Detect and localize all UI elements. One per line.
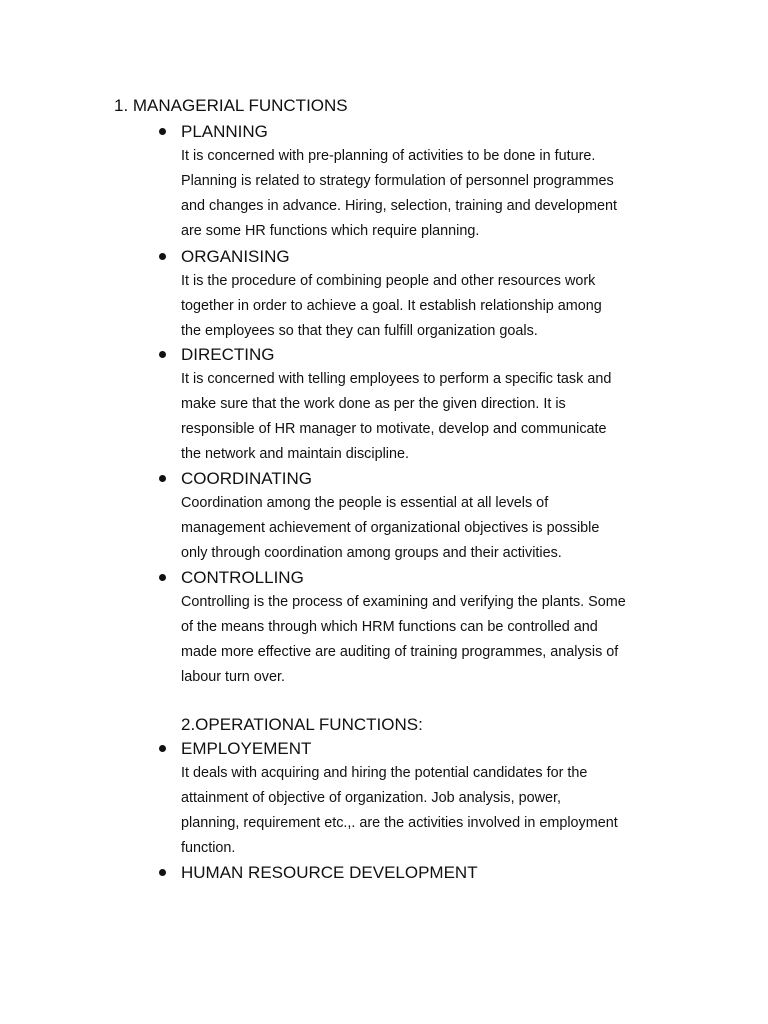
item-title: EMPLOYEMENT	[181, 739, 312, 758]
paragraph-line: are some HR functions which require planning.	[181, 223, 480, 239]
bullet-icon	[159, 869, 166, 876]
item-title: DIRECTING	[181, 345, 275, 364]
list-item-employement	[181, 737, 701, 861]
paragraph-line: and changes in advance. Hiring, selection, training and development	[181, 198, 617, 214]
bullet-icon	[159, 253, 166, 260]
paragraph-line: function.	[181, 840, 236, 856]
bullet-icon	[159, 745, 166, 752]
item-title: ORGANISING	[181, 247, 290, 266]
paragraph-line: Planning is related to strategy formulation of personnel programmes	[181, 173, 614, 189]
paragraph-line: Controlling is the process of examining and verifying the plants. Some	[181, 594, 626, 610]
paragraph-line: labour turn over.	[181, 669, 285, 685]
paragraph-line: together in order to achieve a goal. It establish relationship among	[181, 298, 602, 314]
section-heading-operational-functions: 2.OPERATIONAL FUNCTIONS:	[181, 715, 423, 734]
paragraph-line: of the means through which HRM functions can be controlled and	[181, 619, 598, 635]
item-title: CONTROLLING	[181, 568, 304, 587]
paragraph-line: attainment of objective of organization. Job analysis, power,	[181, 790, 561, 806]
list-item-coordinating	[181, 467, 701, 566]
item-title: COORDINATING	[181, 469, 312, 488]
paragraph-line: It is the procedure of combining people and other resources work	[181, 273, 596, 289]
paragraph-line: make sure that the work done as per the given direction. It is	[181, 396, 566, 412]
paragraph-line: made more effective are auditing of training programmes, analysis of	[181, 644, 619, 660]
bullet-icon	[159, 351, 166, 358]
bullet-icon	[159, 128, 166, 135]
item-title: PLANNING	[181, 122, 268, 141]
bullet-icon	[159, 574, 166, 581]
paragraph-line: management achievement of organizational objectives is possible	[181, 520, 600, 536]
paragraph-line: planning, requirement etc.,. are the activities involved in employment	[181, 815, 618, 831]
paragraph-line: responsible of HR manager to motivate, develop and communicate	[181, 421, 607, 437]
bullet-icon	[159, 475, 166, 482]
paragraph-line: It is concerned with pre-planning of activities to be done in future.	[181, 148, 596, 164]
list-item-planning	[181, 120, 701, 244]
paragraph-line: It is concerned with telling employees to perform a specific task and	[181, 371, 612, 387]
paragraph-line: Coordination among the people is essential at all levels of	[181, 495, 549, 511]
paragraph-line: the network and maintain discipline.	[181, 446, 409, 462]
item-title: HUMAN RESOURCE DEVELOPMENT	[181, 863, 478, 882]
list-item-organising	[181, 245, 701, 344]
paragraph-line: only through coordination among groups and their activities.	[181, 545, 562, 561]
list-item-directing	[181, 343, 701, 467]
list-item-controlling	[181, 566, 701, 690]
paragraph-line: the employees so that they can fulfill organization goals.	[181, 323, 538, 339]
section-heading-managerial-functions: 1. MANAGERIAL FUNCTIONS	[114, 96, 348, 115]
paragraph-line: It deals with acquiring and hiring the potential candidates for the	[181, 765, 588, 781]
list-item-human-resource-development	[181, 861, 701, 885]
